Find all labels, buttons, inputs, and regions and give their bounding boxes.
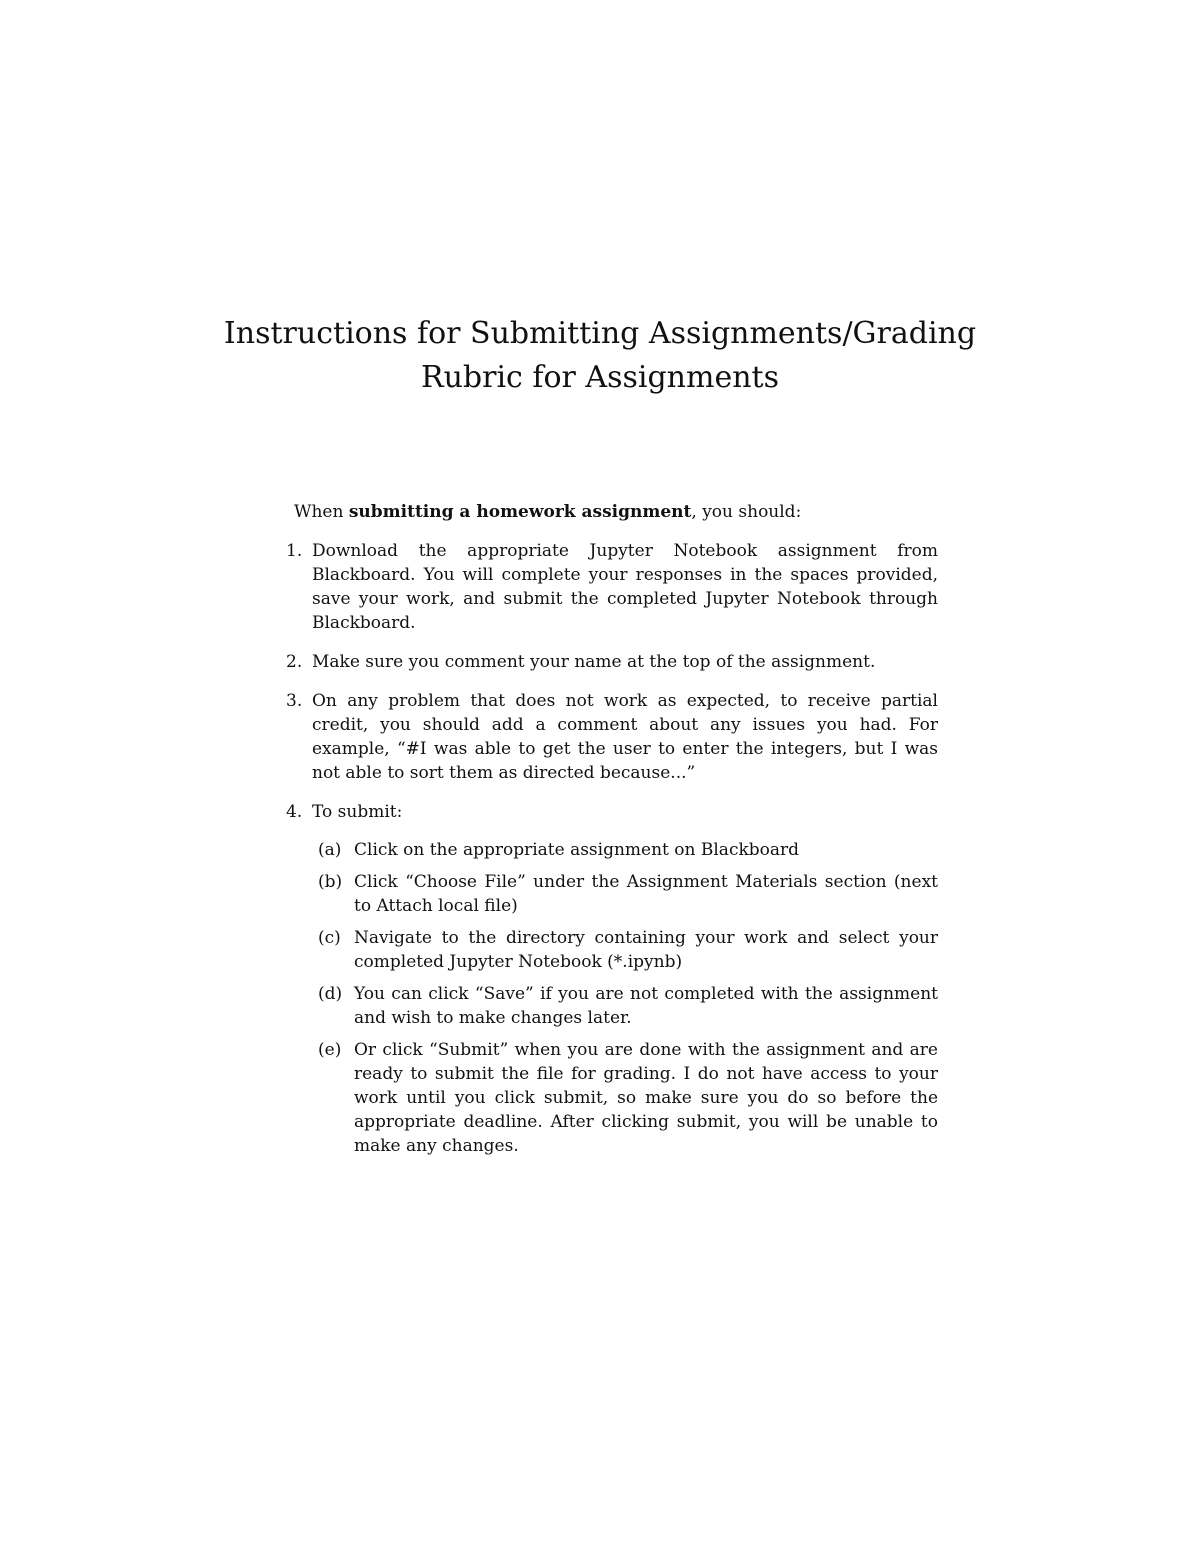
substep-text: Navigate to the directory containing your work and select your completed Jupyter Notebook (*.ipynb) xyxy=(354,928,938,972)
step-number: 4. xyxy=(286,802,303,822)
step-number: 2. xyxy=(286,652,303,672)
substep-item-a xyxy=(312,838,938,862)
substep-label: (c) xyxy=(318,928,341,948)
substep-item-d xyxy=(312,982,938,1030)
substep-label: (d) xyxy=(318,984,343,1004)
step-number: 3. xyxy=(286,691,303,711)
step-text: Make sure you comment your name at the top of the assignment. xyxy=(312,652,876,672)
substeps-list xyxy=(312,838,938,1158)
intro-prefix: When xyxy=(294,502,349,522)
title-line-2: Rubric for Assignments xyxy=(421,360,779,395)
step-text: On any problem that does not work as expected, to receive partial credit, you should add a comment about any issues you had. For example, “#I was able to get the user to enter the integers, but I was not able to sort them as directed because...” xyxy=(312,691,938,783)
substep-text: Or click “Submit” when you are done with the assignment and are ready to submit the file for grading. I do not have access to your work until you click submit, so make sure you do so before the appropriate deadline. After clicking submit, you will be unable to make any changes. xyxy=(354,1040,938,1156)
step-text: Download the appropriate Jupyter Notebook assignment from Blackboard. You will complete your responses in the spaces provided, save your work, and submit the completed Jupyter Notebook through Blackboard. xyxy=(312,541,938,633)
intro-suffix: , you should: xyxy=(691,502,802,522)
intro-paragraph xyxy=(294,500,938,524)
substep-label: (b) xyxy=(318,872,343,892)
document-title xyxy=(200,312,1000,400)
document-body xyxy=(286,500,938,1173)
step-text: To submit: xyxy=(312,802,403,822)
substep-label: (e) xyxy=(318,1040,342,1060)
substep-item-b xyxy=(312,870,938,918)
substep-item-c xyxy=(312,926,938,974)
substep-item-e xyxy=(312,1038,938,1158)
step-item-2 xyxy=(286,650,938,674)
substep-text: Click on the appropriate assignment on Blackboard xyxy=(354,840,800,860)
step-item-3 xyxy=(286,689,938,785)
substep-text: You can click “Save” if you are not completed with the assignment and wish to make changes later. xyxy=(354,984,938,1028)
title-line-1: Instructions for Submitting Assignments/Grading xyxy=(223,316,977,351)
step-number: 1. xyxy=(286,541,303,561)
substep-label: (a) xyxy=(318,840,342,860)
step-item-1 xyxy=(286,539,938,635)
intro-emphasis: submitting a homework assignment xyxy=(348,502,692,522)
substep-text: Click “Choose File” under the Assignment Materials section (next to Attach local file) xyxy=(354,872,938,916)
step-item-4 xyxy=(286,800,938,1158)
steps-list xyxy=(286,539,938,1158)
